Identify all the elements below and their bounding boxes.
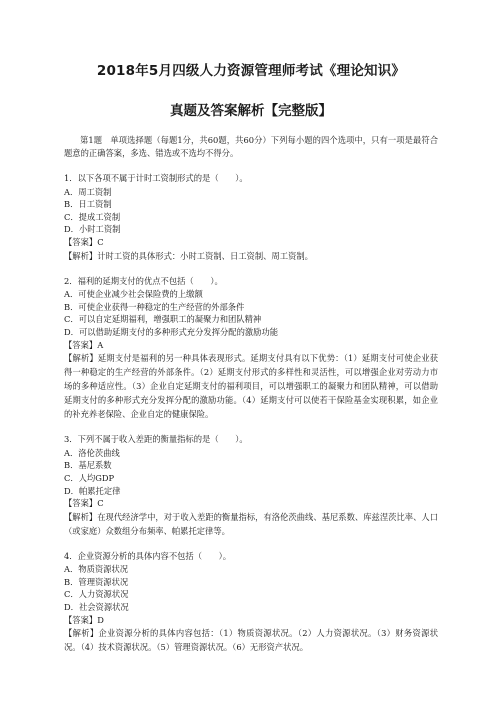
answer-line: 【答案】C [64, 236, 104, 247]
document-title: 2018年5月四级人力资源管理师考试《理论知识》 [96, 63, 406, 79]
option-c: C．人均GDP [64, 472, 115, 483]
option-b: B．可使企业获得一种稳定的生产经营的外部条件 [64, 301, 245, 312]
answer-line: 【答案】A [64, 339, 104, 350]
analysis-text: 【解析】计时工资的具体形式：小时工资制、日工资制、周工资制。 [64, 250, 313, 261]
document-subtitle: 真题及答案解析【完整版】 [170, 103, 332, 119]
question-4 [64, 550, 438, 655]
question-1 [64, 172, 438, 263]
question-stem: 4．企业资源分析的具体内容不包括（ ）。 [64, 550, 232, 561]
option-d: D．小时工资制 [64, 224, 121, 235]
answer-line: 【答案】D [64, 614, 104, 625]
option-b: B．日工资制 [64, 199, 112, 210]
option-c: C．人力资源状况 [64, 589, 129, 600]
question-2 [64, 275, 438, 422]
analysis-text: 【解析】在现代经济学中，对于收入差距的衡量指标，有洛伦茨曲线、基尼系数、库兹涅茨比率、人口（或家庭）众数组分布频率、帕累托定律等。 [64, 511, 438, 536]
analysis-text: 【解析】企业资源分析的具体内容包括：（1）物质资源状况。（2）人力资源状况。（3）财务资源状况。（4）技术资源状况。（5）管理资源状况。（6）无形资产状况。 [64, 628, 438, 653]
option-d: D．帕累托定律 [64, 485, 121, 496]
option-a: A．周工资制 [64, 186, 112, 197]
option-d: D．可以借助延期支付的多种形式充分发挥分配的激励功能 [64, 326, 279, 337]
option-d: D．社会资源状况 [64, 602, 129, 613]
option-a: A．物质资源状况 [64, 564, 129, 575]
answer-line: 【答案】C [64, 498, 104, 509]
question-3 [64, 433, 438, 538]
option-c: C．可以自定延期福利，增强职工的凝聚力和团队精神 [64, 314, 262, 325]
option-c: C．提成工资制 [64, 211, 121, 222]
analysis-text: 【解析】延期支付是福利的另一种具体表现形式。延期支付具有以下优势：（1）延期支付可使企业获得一种稳定的生产经营的外部条件。（2）延期支付形式的多样性和灵活性，可以增强企业对劳动力市场的多种适应性。（3）企业自定延期支付的福利项目，可以增强职工的凝聚力和团队精神，可以借助延期支付的多种形式充分发挥分配的激励功能。（4）延期支付可以使若干保险基金实现积累，如企业的补充养老保险、企业自定的健康保险。 [64, 353, 438, 420]
question-stem: 1．以下各项不属于计时工资制形式的是（ ）。 [64, 173, 248, 183]
option-a: A．可使企业减少社会保险费的上缴额 [64, 289, 203, 300]
question-stem: 3．下列不属于收入差距的衡量指标的是（ ）。 [64, 434, 248, 445]
option-a: A．洛伦茨曲线 [64, 447, 120, 458]
option-b: B．基尼系数 [64, 460, 112, 471]
question-stem: 2．福利的延期支付的优点不包括（ ）。 [64, 275, 223, 286]
option-b: B．管理资源状况 [64, 576, 129, 587]
section-intro: 第1题 单项选择题（每题1分，共60题，共60分）下列每小题的四个选项中，只有一项是最符合题意的正确答案，多选、错选或不选均不得分。 [64, 135, 438, 158]
